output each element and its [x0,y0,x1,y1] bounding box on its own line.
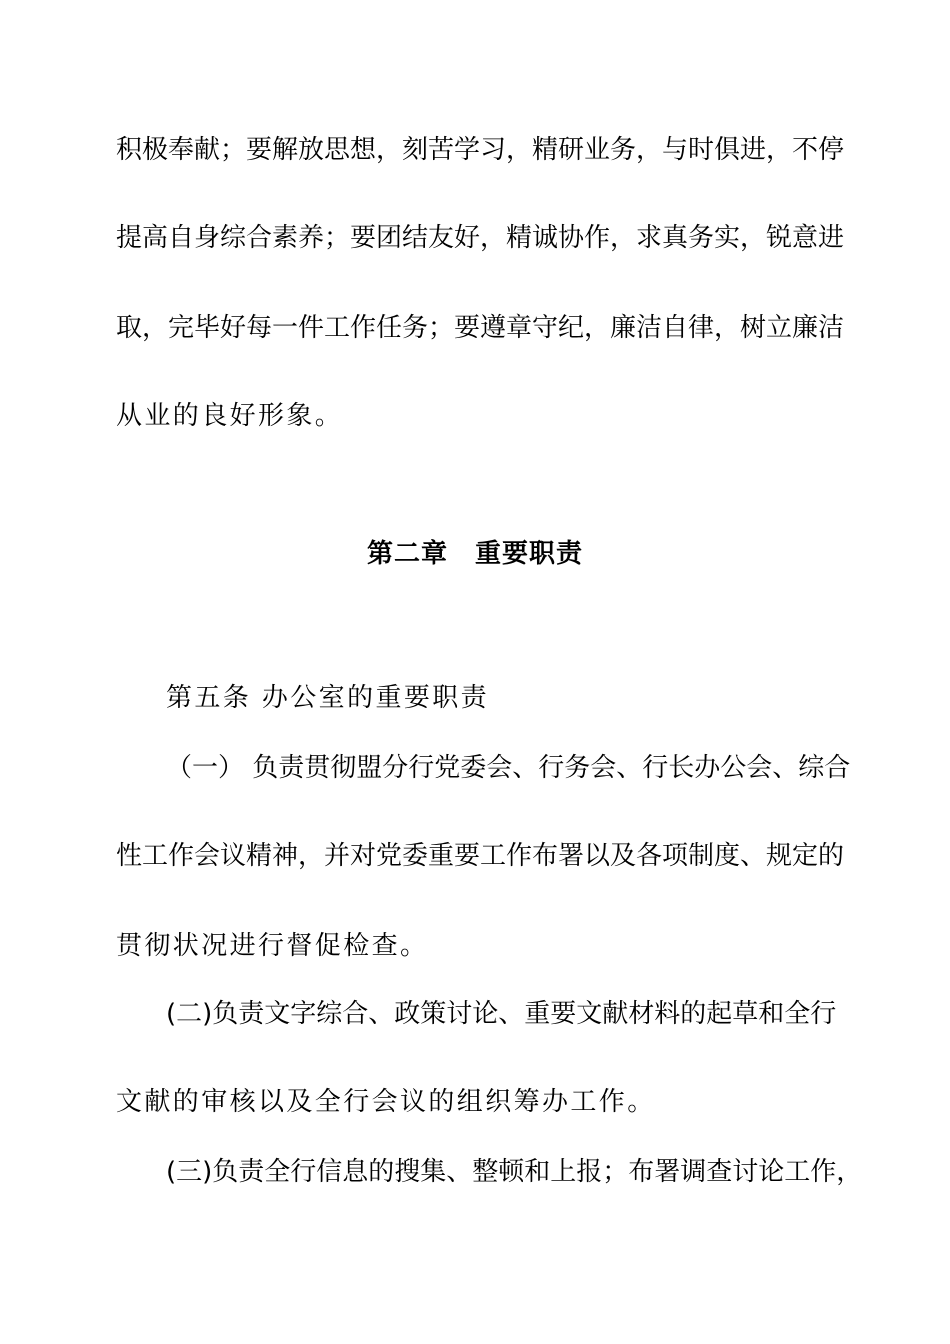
list-item-line: （一） 负责贯彻盟分行党委会、行务会、行长办公会、综合 [166,753,851,783]
list-item-line: 文献的审核以及全行会议的组织筹办工作。 [116,1087,656,1117]
paragraph-line: 积极奉献；要解放思想，刻苦学习，精研业务，与时俱进，不停 [116,135,845,165]
list-item-line: 性工作会议精神，并对党委重要工作布署以及各项制度、规定的 [116,841,845,871]
paragraph-line: 提高自身综合素养；要团结友好，精诚协作，求真务实，锐意进 [116,223,845,253]
paragraph-line: 从业的良好形象。 [116,401,344,431]
chapter-heading: 第二章 重要职责 [366,539,583,569]
article-title: 第五条 办公室的重要职责 [166,683,490,713]
paragraph-line: 取，完毕好每一件工作任务；要遵章守纪，廉洁自律，树立廉洁 [116,313,845,343]
list-item-line: (二)负责文字综合、政策讨论、重要文献材料的起草和全行 [166,999,837,1029]
list-item-line: (三)负责全行信息的搜集、整顿和上报；布署调查讨论工作， [166,1157,863,1187]
list-item-line: 贯彻状况进行督促检查。 [116,931,429,961]
